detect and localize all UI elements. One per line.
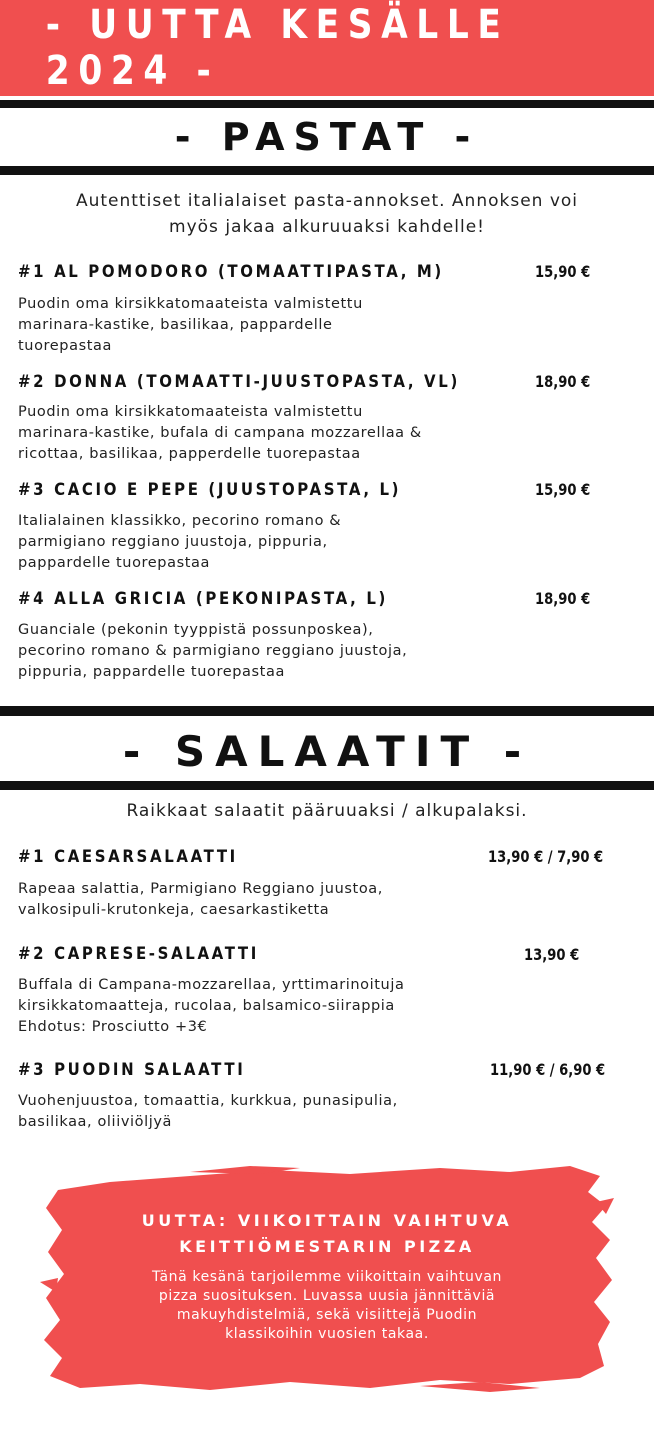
menu-item-name: #2 DONNA (TOMAATTI-JUUSTOPASTA, VL) (18, 372, 460, 392)
menu-item-price: 13,90 € (524, 945, 580, 964)
promo-title: UUTTA: VIIKOITTAIN VAIHTUVA KEITTIÖMESTARIN PIZZA (141, 1211, 513, 1256)
menu-item-description: Italialainen klassikko, pecorino romano & parmigiano reggiano juustoja, pippuria, pappardelle tuorepastaa (18, 513, 342, 571)
divider-bar (0, 100, 654, 108)
menu-item-price: 13,90 € / 7,90 € (488, 847, 604, 866)
menu-item-description: Vuohenjuustoa, tomaattia, kurkkua, punasipulia, basilikaa, oliiviöljyä (18, 1093, 398, 1130)
menu-item-price: 15,90 € (535, 480, 591, 499)
divider-bar (0, 706, 654, 716)
menu-item-description: Puodin oma kirsikkatomaateista valmistettu marinara-kastike, bufala di campana mozzarellaa & ricottaa, basilikaa, papperdelle tuorepastaa (18, 404, 422, 462)
menu-item-name: #4 ALLA GRICIA (PEKONIPASTA, L) (18, 589, 388, 609)
menu-item-price: 18,90 € (535, 372, 591, 391)
divider-bar (0, 781, 654, 790)
promo-box (40, 1162, 614, 1394)
menu-item-description: Puodin oma kirsikkatomaateista valmistettu marinara-kastike, basilikaa, pappardelle tuorepastaa (18, 296, 363, 354)
menu-item-price: 11,90 € / 6,90 € (490, 1060, 606, 1079)
section-intro-salaatit: Raikkaat salaatit pääruuaksi / alkupalaksi. (126, 801, 528, 821)
menu-item-price: 15,90 € (535, 262, 591, 281)
menu-item-name: #1 CAESARSALAATTI (18, 847, 238, 867)
section-title-salaatit: - SALAATIT - (122, 727, 532, 776)
menu-item-name: #1 AL POMODORO (TOMAATTIPASTA, M) (18, 262, 444, 282)
menu-item-description: Rapeaa salattia, Parmigiano Reggiano juustoa, valkosipuli-krutonkeja, caesarkastiketta (18, 881, 383, 918)
menu-item-description: Buffala di Campana-mozzarellaa, yrttimarinoituja kirsikkatomaatteja, rucolaa, balsamico-siirappia Ehdotus: Prosciutto +3€ (18, 977, 405, 1035)
section-title-pastat: - PASTAT - (174, 115, 480, 159)
menu-item-description: Guanciale (pekonin tyyppistä possunposkea), pecorino romano & parmigiano reggiano juustoja, pippuria, pappardelle tuorepastaa (18, 622, 408, 680)
menu-item-name: #2 CAPRESE-SALAATTI (18, 944, 259, 964)
banner-title: - UUTTA KESÄLLE 2024 - (45, 2, 510, 94)
top-banner (0, 0, 654, 96)
promo-text: Tänä kesänä tarjoilemme viikoittain vaihtuvan pizza suosituksen. Luvassa uusia jännittäviä makuyhdistelmiä, sekä visiittejä Puodin klassikoihin vuosien takaa. (151, 1269, 503, 1342)
divider-bar (0, 166, 654, 175)
menu-item-name: #3 PUODIN SALAATTI (18, 1060, 246, 1080)
menu-item-name: #3 CACIO E PEPE (JUUSTOPASTA, L) (18, 480, 402, 500)
section-intro-pastat: Autenttiset italialaiset pasta-annokset. Annoksen voi myös jakaa alkuruuaksi kahdelle! (75, 191, 579, 237)
menu-item-price: 18,90 € (535, 589, 591, 608)
